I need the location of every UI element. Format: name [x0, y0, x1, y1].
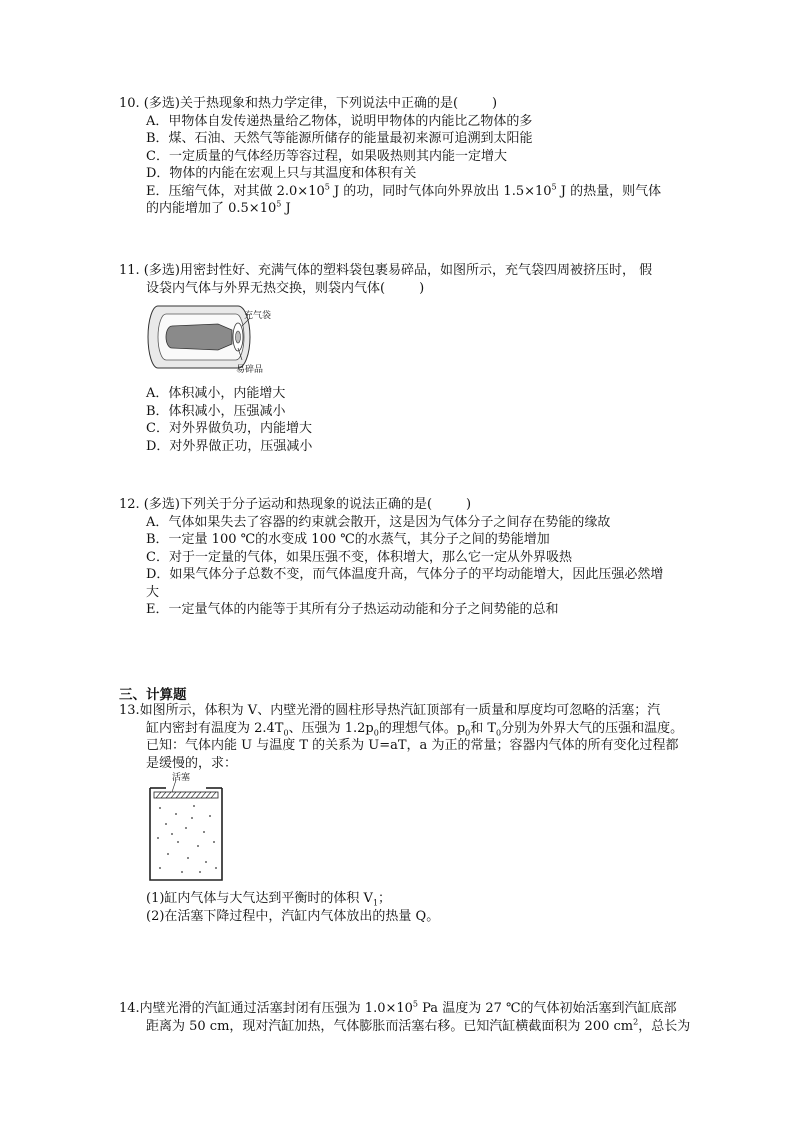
q10-option-b: B．煤、石油、天然气等能源所储存的能量最初来源可追溯到太阳能: [146, 131, 533, 146]
fragile-item-label: 易碎品: [236, 365, 264, 375]
question-11: [119, 262, 652, 297]
q10-option-e: E．压缩气体，对其做 $2.0\times 10^5$ J 的功，同时气体向外界放出 $1.5\times 10^5$ J 的热量，则气体: [146, 182, 662, 199]
q12-option-e: E．一定量气体的内能等于其所有分子热运动动能和分子之间势能的总和: [146, 602, 559, 617]
q10-option-c: C．一定质量的气体经历等容过程，如果吸热则其内能一定增大: [146, 148, 507, 164]
q13-part-2: (2)在活塞下降过程中，汽缸内气体放出的热量 Q。: [146, 908, 440, 924]
q12-option-a: A．气体如果失去了容器的约束就会散开，这是因为气体分子之间存在势能的缘故: [146, 514, 611, 530]
q12-option-c: C．对于一定量的气体，如果压强不变，体积增大，那么它一定从外界吸热: [146, 549, 572, 565]
q13-part-1: (1)缸内气体与大气达到平衡时的体积 $V_1$；: [146, 891, 392, 908]
question-11-options: [119, 385, 312, 455]
q11-stem-line2: 设袋内气体与外界无热交换，则袋内气体( ): [146, 280, 425, 296]
q11-option-c: C．对外界做负功，内能增大: [146, 421, 312, 436]
q11-stem-line1: 11. (多选)用密封性好、充满气体的塑料袋包裹易碎品，如图所示，充气袋四周被挤压时， 假: [119, 263, 653, 278]
q10-option-a: A．甲物体自发传递热量给乙物体，说明甲物体的内能比乙物体的多: [146, 113, 533, 129]
q12-stem: 12. (多选)下列关于分子运动和热现象的说法正确的是(: [119, 497, 433, 512]
q12-option-b: B．一定量 100 ℃的水变成 100 ℃的水蒸气，其分子之间的势能增加: [146, 532, 550, 547]
q12-option-d-cont: 大: [146, 584, 160, 600]
q11-option-b: B．体积减小，压强减小: [146, 403, 286, 419]
question-14: [119, 1000, 690, 1035]
q14-line1: 14.内壁光滑的汽缸通过活塞封闭有压强为 $1.0\times 10^5$ Pa 温度为 27 ℃的气体初始活塞到汽缸底部: [119, 999, 677, 1016]
q10-option-e-cont: 的内能增加了 $0.5\times 10^5$ J: [146, 199, 291, 216]
q13-line4: 是缓慢的，求：: [146, 755, 238, 771]
q10-stem: 10. (多选)关于热现象和热力学定律，下列说法中正确的是(: [119, 96, 459, 111]
airbag-figure: [146, 298, 286, 376]
piston-label: 活塞: [172, 773, 191, 783]
question-10: 10. (多选)关于热现象和热力学定律，下列说法中正确的是( ) A．甲物体自发传递热量给乙物体，说明甲物体的内能比乙物体的多 B．煤、石油、天然气等能源所储存的能量最初来源可追溯到太阳能 C．一定质量的气体经历等容过程，如果吸热则其内能一定增大 D．物体的内能在宏观上只与其温度和体积有关 E．压缩气体，对其做 $2.0\times 10^5$ J 的功，同时气体向外界放出 $1.5\times 10^5$ J 的热量，则气体 的内能增加了 $0.5\times 10^5$ J: [119, 96, 662, 216]
q13-line1: 13.如图所示，体积为 V、内壁光滑的圆柱形导热汽缸顶部有一质量和厚度均可忽略的活塞；汽: [119, 703, 661, 718]
airbag-label: 充气袋: [244, 311, 272, 321]
section-title: 三、计算题: [119, 687, 187, 703]
question-13-parts: [119, 890, 439, 925]
q14-line2: 距离为 50 cm，现对汽缸加热，气体膨胀而活塞右移。已知汽缸横截面积为 200 $cm^2$，总长为: [146, 1017, 691, 1034]
q12-option-d: D．如果气体分子总数不变，而气体温度升高，气体分子的平均动能增大，因此压强必然增: [146, 567, 664, 582]
cylinder-diagram: [146, 772, 226, 884]
q10-option-d: D．物体的内能在宏观上只与其温度和体积有关: [146, 166, 417, 181]
q13-line3: 已知：气体内能 U 与温度 T 的关系为 U=aT，a 为正的常量；容器内气体的所有变化过程都: [146, 738, 679, 753]
q11-option-a: A．体积减小，内能增大: [146, 386, 286, 401]
question-13: [119, 702, 683, 772]
question-12: 12. (多选)下列关于分子运动和热现象的说法正确的是( ) A．气体如果失去了容器的约束就会散开，这是因为气体分子之间存在势能的缘故 B．一定量 100 ℃的水变成 100 ℃的水蒸气，其分子之间的势能增加 C．对于一定量的气体，如果压强不变，体积增大，那么它一定从外界吸热 D．如果气体分子总数不变，而气体温度升高，气体分子的平均动能增大，因此压强必然增 大 E．一定量气体的内能等于其所有分子热运动动能和分子之间势能的总和: [119, 497, 664, 617]
q11-option-d: D．对外界做正功，压强减小: [146, 438, 313, 454]
cylinder-figure: [146, 772, 226, 884]
q13-line2: 缸内密封有温度为 $2.4T_0$、压强为 $1.2p_0$的理想气体。$p_0$和 $T_0$分别为外界大气的压强和温度。: [146, 720, 684, 738]
